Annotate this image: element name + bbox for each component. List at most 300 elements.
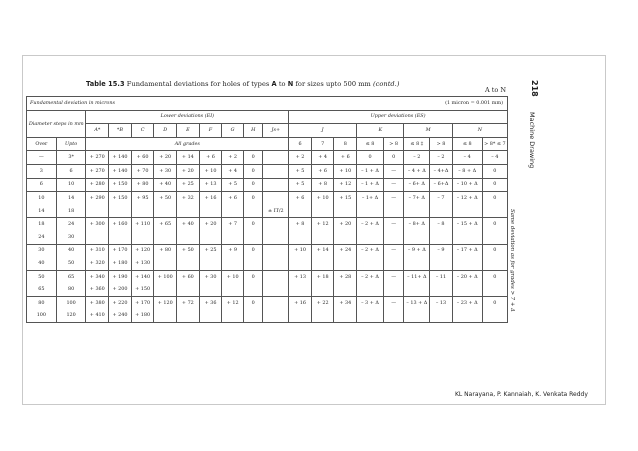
- table-cell: + 25: [199, 244, 222, 257]
- table-cell: 0: [482, 296, 507, 309]
- table-cell: [177, 283, 200, 296]
- table-cell: [334, 231, 357, 244]
- table-cell: + 60: [131, 151, 154, 165]
- table-cell: —: [383, 178, 404, 192]
- table-cell: 0: [482, 192, 507, 205]
- table-row: [27, 296, 508, 309]
- table-cell: + 100: [154, 270, 177, 283]
- table-cell: + 2: [289, 151, 312, 165]
- table-cell: + 30: [154, 164, 177, 178]
- grade-m1: ≤ 8 ‡: [404, 137, 430, 151]
- table-cell: 6: [27, 178, 57, 192]
- js-cell: ± IT/2: [263, 205, 289, 218]
- table-row: [27, 310, 508, 323]
- table-cell: + 6: [311, 164, 334, 178]
- js-cell: [263, 244, 289, 257]
- table-cell: + 6: [289, 192, 312, 205]
- table-cell: + 50: [154, 192, 177, 205]
- table-cell: + 4: [311, 151, 334, 165]
- table-cell: + 60: [177, 270, 200, 283]
- book-name: Machine Drawing: [528, 112, 536, 169]
- table-cell: 10: [56, 178, 86, 192]
- col-m: M: [404, 124, 452, 138]
- table-cell: 3: [27, 164, 57, 178]
- table-cell: —: [383, 192, 404, 205]
- table-number: Table 15.3: [86, 80, 125, 88]
- table-cell: + 30: [199, 270, 222, 283]
- table-cell: – 17 + Δ: [452, 244, 482, 257]
- table-cell: – 11+ Δ: [404, 270, 430, 283]
- table-cell: [222, 231, 244, 244]
- unit-note: (1 micron = 0.001 mm): [289, 97, 508, 111]
- table-cell: – 2 + Δ: [357, 244, 384, 257]
- credit-line: KL Narayana, P. Kannaiah, K. Venkata Reddy: [455, 391, 588, 398]
- table-cell: [452, 205, 482, 218]
- table-cell: + 14: [311, 244, 334, 257]
- table-cell: [404, 310, 430, 323]
- table-cell: 50: [27, 270, 57, 283]
- table-cell: [404, 205, 430, 218]
- table-cell: + 280: [86, 178, 109, 192]
- js-cell: [263, 257, 289, 270]
- table-cell: [154, 283, 177, 296]
- table-cell: [154, 205, 177, 218]
- table-cell: – 23 + Δ: [452, 296, 482, 309]
- col-h: H: [243, 124, 263, 138]
- table-cell: 65: [27, 283, 57, 296]
- table-cell: – 6+Δ: [430, 178, 453, 192]
- table-cell: 0: [243, 270, 263, 283]
- table-cell: [482, 310, 507, 323]
- table-cell: [383, 310, 404, 323]
- table-cell: + 32: [177, 192, 200, 205]
- js-cell: [263, 151, 289, 165]
- js-cell: [263, 296, 289, 309]
- col-f: F: [199, 124, 222, 138]
- table-cell: + 10: [334, 164, 357, 178]
- table-cell: + 95: [131, 192, 154, 205]
- table-cell: + 380: [86, 296, 109, 309]
- table-cell: + 10: [199, 164, 222, 178]
- range-label: A to N: [485, 86, 507, 94]
- table-cell: + 20: [154, 151, 177, 165]
- table-cell: [199, 257, 222, 270]
- table-cell: + 9: [222, 244, 244, 257]
- group-header-row: [27, 110, 508, 124]
- caption-to-word: to: [278, 80, 286, 88]
- table-cell: [334, 257, 357, 270]
- table-row: [27, 178, 508, 192]
- page-number: 218: [530, 80, 539, 97]
- table-cell: 120: [56, 310, 86, 323]
- table-cell: [357, 257, 384, 270]
- table-cell: – 2 + Δ: [357, 270, 384, 283]
- table-cell: + 12: [222, 296, 244, 309]
- table-row: [27, 151, 508, 165]
- table-cell: 0: [243, 218, 263, 231]
- table-title: [86, 80, 399, 88]
- upper-deviations-label: Upper deviations (ES): [289, 110, 508, 124]
- table-cell: 0: [243, 192, 263, 205]
- deviation-table: [26, 96, 508, 323]
- table-cell: [289, 231, 312, 244]
- table-cell: – 1 + Δ: [357, 164, 384, 178]
- table-cell: [289, 205, 312, 218]
- table-cell: 0: [243, 151, 263, 165]
- table-cell: + 170: [109, 244, 132, 257]
- table-cell: + 24: [334, 244, 357, 257]
- col-k: K: [357, 124, 404, 138]
- table-row: [27, 283, 508, 296]
- col-b: *B: [109, 124, 132, 138]
- table-cell: – 2 + Δ: [357, 218, 384, 231]
- table-cell: [243, 310, 263, 323]
- table-cell: [131, 231, 154, 244]
- table-cell: + 310: [86, 244, 109, 257]
- table-cell: 0: [357, 151, 384, 165]
- table-cell: + 240: [109, 310, 132, 323]
- table-cell: [452, 283, 482, 296]
- table-cell: 0: [243, 296, 263, 309]
- col-e: E: [177, 124, 200, 138]
- table-cell: [482, 283, 507, 296]
- table-cell: + 34: [334, 296, 357, 309]
- table-caption: Fundamental deviations for holes of types: [126, 80, 270, 88]
- js-cell: [263, 218, 289, 231]
- table-cell: + 200: [109, 283, 132, 296]
- table-cell: 40: [27, 257, 57, 270]
- table-cell: + 10: [289, 244, 312, 257]
- table-cell: [199, 283, 222, 296]
- unit-label: Fundamental deviation in microns: [27, 97, 289, 111]
- table-cell: 18: [27, 218, 57, 231]
- table-cell: [311, 205, 334, 218]
- table-cell: [222, 257, 244, 270]
- grade-header-row: [27, 137, 508, 151]
- table-cell: 3*: [56, 151, 86, 165]
- grade-m2: > 8: [430, 137, 453, 151]
- table-cell: + 70: [131, 164, 154, 178]
- table-cell: [199, 310, 222, 323]
- col-j: J: [289, 124, 357, 138]
- table-cell: + 20: [177, 164, 200, 178]
- table-cell: + 150: [131, 283, 154, 296]
- table-cell: + 40: [154, 178, 177, 192]
- table-cell: [86, 231, 109, 244]
- table-cell: 0: [482, 270, 507, 283]
- table-cell: [311, 310, 334, 323]
- table-cell: – 2: [404, 151, 430, 165]
- table-cell: – 4 + Δ: [404, 164, 430, 178]
- table-cell: – 3 + Δ: [357, 296, 384, 309]
- side-note: Same deviation as for grades > 7 + Δ: [509, 209, 515, 312]
- table-cell: [86, 205, 109, 218]
- upto-label: Upto: [56, 137, 86, 151]
- table-cell: + 28: [334, 270, 357, 283]
- table-row: [27, 164, 508, 178]
- table-cell: – 4: [482, 151, 507, 165]
- table-cell: + 110: [131, 218, 154, 231]
- table-cell: + 6: [334, 151, 357, 165]
- table-cell: + 2: [222, 151, 244, 165]
- table-cell: [243, 257, 263, 270]
- col-js: Js+: [263, 124, 289, 138]
- table-cell: – 7+ Δ: [404, 192, 430, 205]
- table-cell: 40: [56, 244, 86, 257]
- table-cell: 0: [243, 164, 263, 178]
- table-cell: + 150: [109, 178, 132, 192]
- table-cell: + 140: [131, 270, 154, 283]
- caption-from: A: [271, 80, 277, 88]
- table-cell: + 410: [86, 310, 109, 323]
- grade-k1: ≤ 8: [357, 137, 384, 151]
- table-cell: 24: [56, 218, 86, 231]
- grade-n1: ≤ 8: [452, 137, 482, 151]
- table-cell: + 340: [86, 270, 109, 283]
- table-cell: – 9 + Δ: [404, 244, 430, 257]
- table-cell: + 290: [86, 192, 109, 205]
- table-cell: 100: [27, 310, 57, 323]
- table-cell: —: [383, 270, 404, 283]
- table-cell: [311, 257, 334, 270]
- table-cell: [154, 231, 177, 244]
- lower-deviations-label: Lower deviations (EI): [86, 110, 289, 124]
- table-row: [27, 218, 508, 231]
- table-cell: + 16: [289, 296, 312, 309]
- table-cell: + 40: [177, 218, 200, 231]
- table-cell: [109, 231, 132, 244]
- table-cell: + 5: [289, 178, 312, 192]
- table-cell: —: [27, 151, 57, 165]
- table-row: [27, 205, 508, 218]
- table-cell: + 180: [109, 257, 132, 270]
- table-cell: 0: [243, 178, 263, 192]
- table-cell: —: [383, 164, 404, 178]
- table-cell: [289, 310, 312, 323]
- table-cell: + 7: [222, 218, 244, 231]
- js-cell: [263, 164, 289, 178]
- table-cell: [289, 257, 312, 270]
- table-cell: – 10 + Δ: [452, 178, 482, 192]
- over-label: Over: [27, 137, 57, 151]
- table-cell: + 160: [109, 218, 132, 231]
- table-cell: [452, 257, 482, 270]
- grade-j6: 6: [289, 137, 312, 151]
- table-cell: [452, 310, 482, 323]
- table-cell: + 72: [177, 296, 200, 309]
- table-cell: [243, 231, 263, 244]
- table-cell: [357, 310, 384, 323]
- js-cell: [263, 270, 289, 283]
- table-cell: 0: [482, 164, 507, 178]
- table-cell: + 65: [154, 218, 177, 231]
- table-cell: + 120: [154, 296, 177, 309]
- table-cell: + 140: [109, 151, 132, 165]
- table-cell: [154, 310, 177, 323]
- js-cell: [263, 192, 289, 205]
- table-cell: [383, 205, 404, 218]
- caption-contd: (contd.): [373, 80, 400, 88]
- table-cell: [334, 283, 357, 296]
- table-cell: [222, 310, 244, 323]
- table-cell: + 170: [131, 296, 154, 309]
- table-cell: [430, 283, 453, 296]
- table-cell: + 8: [311, 178, 334, 192]
- table-cell: [430, 310, 453, 323]
- table-cell: [404, 231, 430, 244]
- table-cell: 30: [27, 244, 57, 257]
- table-cell: —: [383, 244, 404, 257]
- table-cell: – 2: [430, 151, 453, 165]
- table-cell: + 5: [222, 178, 244, 192]
- table-row: [27, 231, 508, 244]
- table-cell: [383, 231, 404, 244]
- table-cell: [243, 205, 263, 218]
- table-cell: [357, 231, 384, 244]
- table-cell: + 360: [86, 283, 109, 296]
- grade-k2: > 8: [383, 137, 404, 151]
- table-cell: [177, 231, 200, 244]
- table-cell: [334, 310, 357, 323]
- table-cell: [430, 205, 453, 218]
- table-cell: 0: [482, 244, 507, 257]
- table-cell: [452, 231, 482, 244]
- table-cell: – 4: [452, 151, 482, 165]
- js-cell: [263, 283, 289, 296]
- table-cell: [243, 283, 263, 296]
- letter-header-row: [27, 124, 508, 138]
- table-cell: [289, 283, 312, 296]
- all-grades-label: All grades: [86, 137, 289, 151]
- table-cell: —: [383, 218, 404, 231]
- table-cell: – 13: [430, 296, 453, 309]
- table-cell: + 130: [131, 257, 154, 270]
- table-cell: + 20: [199, 218, 222, 231]
- js-cell: [263, 178, 289, 192]
- table-cell: + 8: [289, 218, 312, 231]
- table-cell: + 300: [86, 218, 109, 231]
- table-cell: + 80: [154, 244, 177, 257]
- table-cell: + 220: [109, 296, 132, 309]
- table-cell: 14: [27, 205, 57, 218]
- table-cell: + 50: [177, 244, 200, 257]
- table-row: [27, 270, 508, 283]
- table-row: [27, 192, 508, 205]
- table-cell: – 8+ Δ: [404, 218, 430, 231]
- table-cell: [177, 310, 200, 323]
- col-g: G: [222, 124, 244, 138]
- table-cell: + 320: [86, 257, 109, 270]
- table-cell: 0: [383, 151, 404, 165]
- table-cell: [177, 205, 200, 218]
- table-cell: [357, 283, 384, 296]
- table-cell: [311, 283, 334, 296]
- table-cell: [482, 231, 507, 244]
- table-cell: + 10: [311, 192, 334, 205]
- table-cell: – 1+ Δ: [357, 192, 384, 205]
- col-d: D: [154, 124, 177, 138]
- col-a: A*: [86, 124, 109, 138]
- table-cell: 80: [27, 296, 57, 309]
- table-cell: [430, 231, 453, 244]
- table-cell: + 6: [199, 151, 222, 165]
- table-body: [27, 151, 508, 323]
- table-cell: [109, 205, 132, 218]
- table-cell: + 6: [222, 192, 244, 205]
- table-cell: + 22: [311, 296, 334, 309]
- table-cell: + 18: [311, 270, 334, 283]
- table-cell: [482, 205, 507, 218]
- table-cell: + 150: [109, 192, 132, 205]
- caption-to: N: [287, 80, 294, 88]
- grade-j7: 7: [311, 137, 334, 151]
- js-cell: [263, 231, 289, 244]
- table-cell: 10: [27, 192, 57, 205]
- table-cell: + 190: [109, 270, 132, 283]
- table-cell: + 36: [199, 296, 222, 309]
- table-cell: 0: [243, 244, 263, 257]
- table-cell: [383, 257, 404, 270]
- table-cell: 24: [27, 231, 57, 244]
- grade-j8: 8: [334, 137, 357, 151]
- unit-row: [27, 97, 508, 111]
- table-cell: + 4: [222, 164, 244, 178]
- table-cell: – 1 + Δ: [357, 178, 384, 192]
- table-cell: + 12: [311, 218, 334, 231]
- table-cell: – 8: [430, 218, 453, 231]
- table-cell: [430, 257, 453, 270]
- caption-end: for sizes upto 500 mm: [295, 80, 371, 88]
- table-cell: + 16: [199, 192, 222, 205]
- table-cell: – 11: [430, 270, 453, 283]
- table-cell: + 15: [334, 192, 357, 205]
- table-cell: 0: [482, 218, 507, 231]
- table-cell: 30: [56, 231, 86, 244]
- table-cell: [222, 283, 244, 296]
- table-cell: + 5: [289, 164, 312, 178]
- table-cell: – 15 + Δ: [452, 218, 482, 231]
- table-cell: – 8 + Δ: [452, 164, 482, 178]
- table-cell: [404, 283, 430, 296]
- table-cell: + 13: [199, 178, 222, 192]
- table-cell: 0: [482, 178, 507, 192]
- table-cell: [482, 257, 507, 270]
- table-cell: – 13 + Δ: [404, 296, 430, 309]
- table-cell: 100: [56, 296, 86, 309]
- table-cell: [154, 257, 177, 270]
- table-cell: 80: [56, 283, 86, 296]
- table-cell: – 20 + Δ: [452, 270, 482, 283]
- table-cell: – 9: [430, 244, 453, 257]
- table-cell: – 12 + Δ: [452, 192, 482, 205]
- table-cell: [404, 257, 430, 270]
- diameter-label: Diameter steps in mm: [27, 110, 86, 137]
- table-cell: [311, 231, 334, 244]
- table-cell: + 270: [86, 151, 109, 165]
- table-cell: + 25: [177, 178, 200, 192]
- table-cell: + 120: [131, 244, 154, 257]
- table-cell: [222, 205, 244, 218]
- table-cell: [199, 231, 222, 244]
- table-cell: + 270: [86, 164, 109, 178]
- table-cell: + 20: [334, 218, 357, 231]
- table-cell: —: [383, 296, 404, 309]
- table-cell: 18: [56, 205, 86, 218]
- table-cell: + 10: [222, 270, 244, 283]
- table-cell: [383, 283, 404, 296]
- table-row: [27, 257, 508, 270]
- table-cell: + 80: [131, 178, 154, 192]
